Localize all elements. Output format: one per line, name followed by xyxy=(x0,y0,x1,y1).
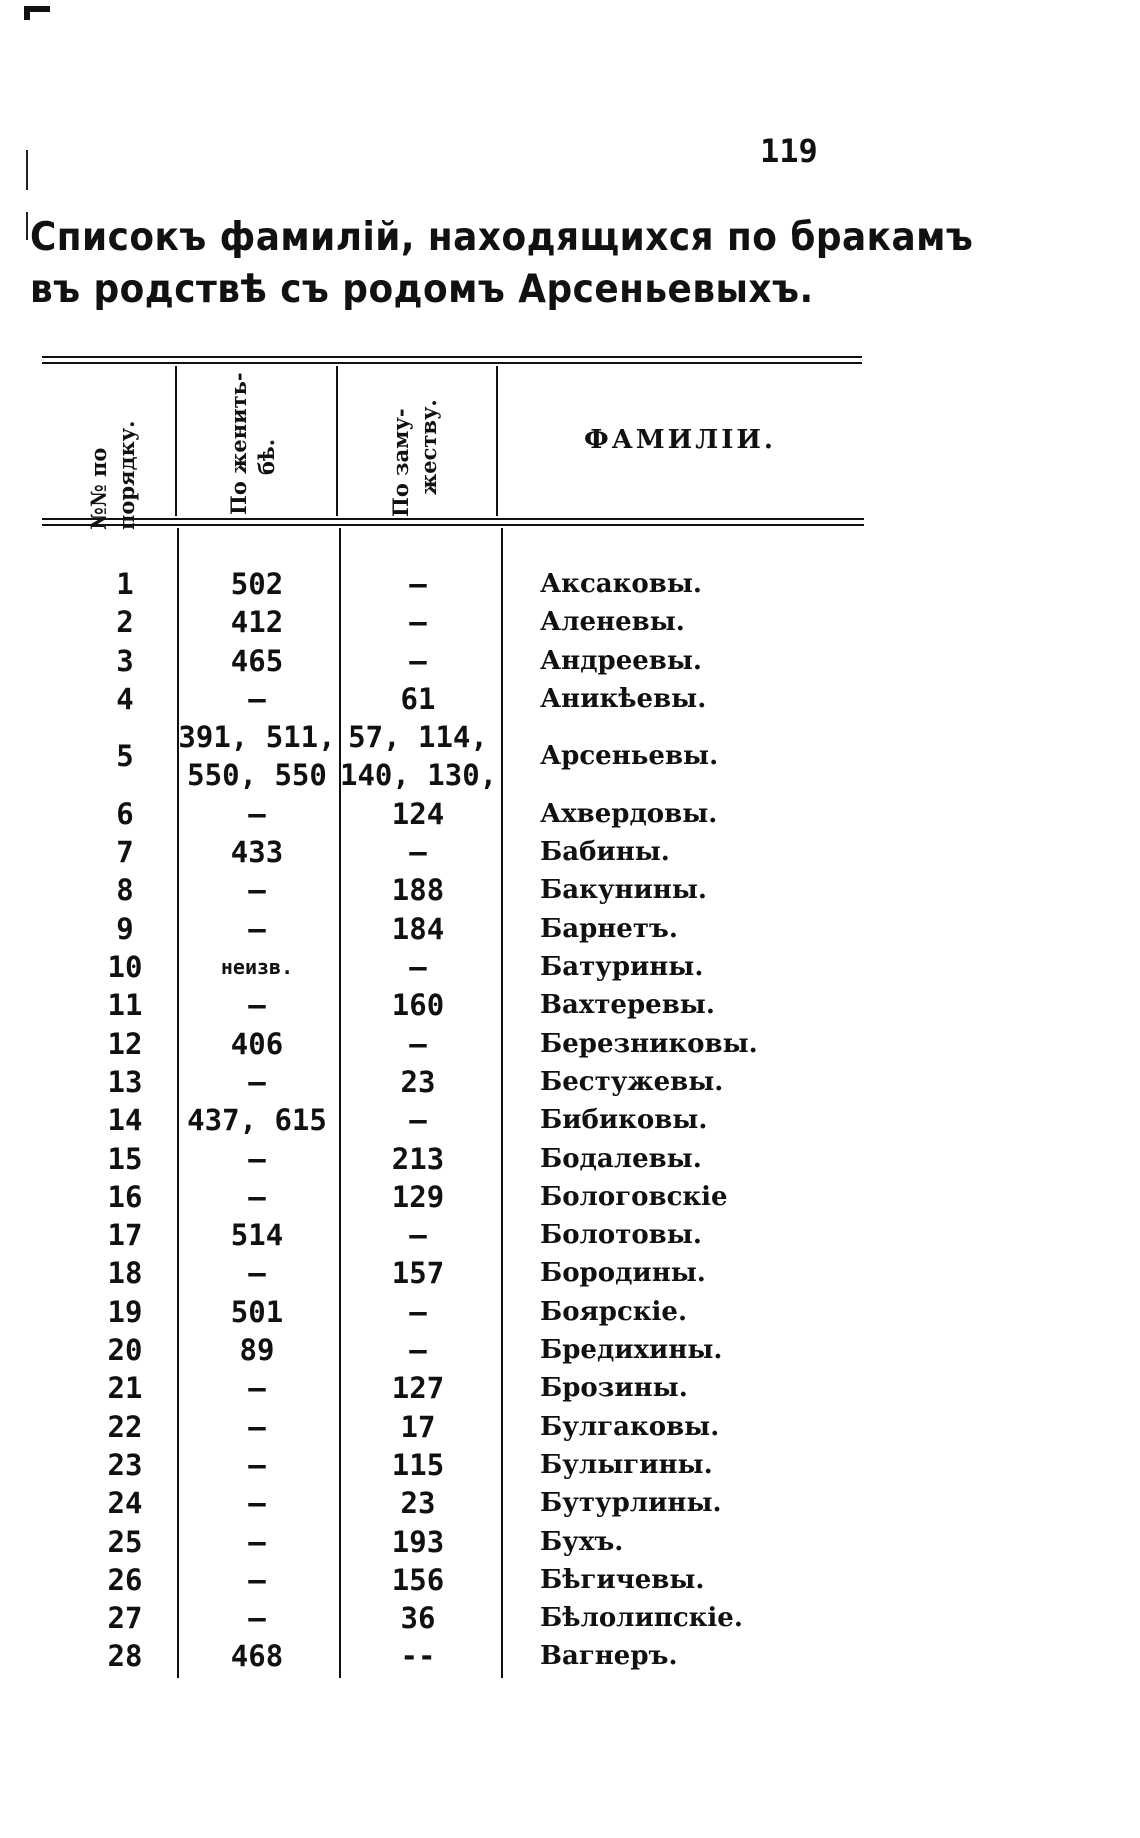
row-number: 5 xyxy=(116,739,134,774)
female-cell: — xyxy=(409,1333,427,1367)
row-number: 12 xyxy=(107,1026,143,1061)
margin-line xyxy=(26,150,28,190)
female-cell: — xyxy=(409,950,427,984)
family-name: Вахтеревы. xyxy=(540,990,715,1021)
female-cell-line1: 57, 114, xyxy=(348,720,488,755)
male-cell: — xyxy=(248,1486,266,1521)
female-cell-line2: 140, 130, xyxy=(340,758,498,793)
female-cell: 160 xyxy=(391,988,445,1023)
header-num-line1: №№ по xyxy=(86,447,111,530)
family-name: Боярскіе. xyxy=(540,1296,688,1327)
male-cell: 89 xyxy=(239,1333,275,1367)
family-name: Андреевы. xyxy=(540,645,702,676)
family-name: Бабины. xyxy=(540,837,670,868)
family-name: Булыгины. xyxy=(540,1449,713,1480)
row-number: 27 xyxy=(107,1601,143,1636)
row-number: 14 xyxy=(107,1103,143,1138)
table-row xyxy=(0,1408,1140,1446)
row-number: 8 xyxy=(116,873,134,908)
table-row xyxy=(0,603,1140,641)
male-cell: неизв. xyxy=(220,955,294,979)
header-female xyxy=(387,367,447,517)
family-name: Бодалевы. xyxy=(540,1143,702,1174)
header-male-line1: По женить- xyxy=(226,372,251,515)
female-cell: 23 xyxy=(400,1486,436,1521)
table-row xyxy=(0,1293,1140,1331)
female-cell: 157 xyxy=(391,1256,445,1291)
female-cell: -- xyxy=(400,1639,436,1674)
male-cell-line1: 391, 511, xyxy=(178,720,336,755)
male-cell: 468 xyxy=(230,1639,284,1674)
table-row xyxy=(0,718,1140,794)
family-name: Бѣлолипскіе. xyxy=(540,1603,743,1634)
row-number: 18 xyxy=(107,1256,143,1291)
table-row xyxy=(0,986,1140,1024)
male-cell: — xyxy=(248,1601,266,1636)
row-number: 23 xyxy=(107,1447,143,1482)
female-cell: 127 xyxy=(391,1371,445,1406)
table-row xyxy=(0,642,1140,680)
family-name: Бѣгичевы. xyxy=(540,1564,705,1595)
row-number: 13 xyxy=(107,1064,143,1099)
header-bottom-rule xyxy=(42,524,864,526)
family-name: Бредихины. xyxy=(540,1335,723,1365)
male-cell: — xyxy=(248,911,266,946)
title-line-2: въ родствѣ съ родомъ Арсеньевыхъ. xyxy=(30,267,814,312)
male-cell xyxy=(178,718,336,794)
family-name: Бакунины. xyxy=(540,875,707,906)
table-row xyxy=(0,1599,1140,1637)
table-row xyxy=(0,1025,1140,1063)
row-number: 16 xyxy=(107,1179,143,1214)
female-cell: 193 xyxy=(391,1524,445,1559)
family-name: Бородины. xyxy=(540,1258,706,1289)
male-cell: 501 xyxy=(230,1294,284,1329)
row-number: 21 xyxy=(107,1371,143,1406)
table-row xyxy=(0,1484,1140,1522)
row-number: 11 xyxy=(107,988,143,1023)
header-male-line2: бѣ. xyxy=(254,438,279,475)
male-cell: — xyxy=(248,1371,266,1406)
family-name: Бологовскіе xyxy=(540,1181,728,1212)
row-number: 28 xyxy=(107,1639,143,1674)
family-name: Брозины. xyxy=(540,1373,688,1404)
family-name: Березниковы. xyxy=(540,1028,758,1059)
family-name: Булгаковы. xyxy=(540,1411,720,1442)
male-cell: — xyxy=(248,796,266,831)
female-cell: 115 xyxy=(391,1447,445,1482)
family-name: Ахвердовы. xyxy=(540,798,718,829)
male-cell: — xyxy=(248,1447,266,1482)
table-row xyxy=(0,795,1140,833)
female-cell: — xyxy=(409,1294,427,1329)
female-cell: 156 xyxy=(391,1562,445,1597)
row-number: 6 xyxy=(116,796,134,831)
male-cell: — xyxy=(248,1141,266,1176)
male-cell-line2: 550, 550 xyxy=(187,758,327,793)
female-cell: 23 xyxy=(400,1064,436,1099)
row-number: 4 xyxy=(116,681,134,716)
male-cell: — xyxy=(248,681,266,716)
row-number: 2 xyxy=(116,605,134,640)
female-cell: — xyxy=(409,1218,427,1253)
row-number: 19 xyxy=(107,1294,143,1329)
table-row xyxy=(0,1101,1140,1139)
row-number: 7 xyxy=(116,835,134,870)
row-number: 3 xyxy=(116,643,134,678)
male-cell: 433 xyxy=(230,835,284,870)
header-family: ФАМИЛІИ. xyxy=(584,425,776,455)
row-number: 25 xyxy=(107,1524,143,1559)
family-name: Аленевы. xyxy=(540,607,685,638)
male-cell: — xyxy=(248,1179,266,1214)
family-name: Батурины. xyxy=(540,952,704,982)
family-name: Арсеньевы. xyxy=(540,741,719,772)
page-title xyxy=(30,212,974,316)
female-cell: — xyxy=(409,1026,427,1061)
row-number: 9 xyxy=(116,911,134,946)
table-row xyxy=(0,833,1140,871)
table-row xyxy=(0,948,1140,986)
row-number: 15 xyxy=(107,1141,143,1176)
female-cell: 61 xyxy=(400,681,436,716)
family-name: Барнетъ. xyxy=(540,913,678,944)
table-row xyxy=(0,910,1140,948)
female-cell: 17 xyxy=(400,1409,436,1444)
female-cell: — xyxy=(409,835,427,870)
female-cell: — xyxy=(409,1103,427,1138)
female-cell xyxy=(340,718,496,794)
female-cell: — xyxy=(409,567,427,601)
title-line-1: Списокъ фамилій, находящихся по бракамъ xyxy=(30,215,974,260)
corner-print-mark xyxy=(24,6,50,14)
male-cell: — xyxy=(248,1256,266,1291)
male-cell: — xyxy=(248,873,266,908)
female-cell: 188 xyxy=(391,873,445,908)
family-name: Вагнеръ. xyxy=(540,1641,678,1672)
header-bottom-rule xyxy=(42,518,864,520)
family-name: Бибиковы. xyxy=(540,1105,708,1136)
male-cell: 514 xyxy=(230,1218,284,1253)
margin-line xyxy=(26,212,28,240)
table-row xyxy=(0,1331,1140,1369)
table-row xyxy=(0,1523,1140,1561)
table-row xyxy=(0,871,1140,909)
table-row xyxy=(0,1216,1140,1254)
column-divider xyxy=(336,366,338,516)
row-number: 20 xyxy=(107,1333,143,1367)
table-row xyxy=(0,1637,1140,1675)
female-cell: 213 xyxy=(391,1141,445,1176)
female-cell: 129 xyxy=(391,1179,445,1214)
row-number: 17 xyxy=(107,1218,143,1253)
male-cell: — xyxy=(248,1562,266,1597)
male-cell: — xyxy=(248,1409,266,1444)
column-divider xyxy=(175,366,177,516)
female-cell: — xyxy=(409,605,427,640)
female-cell: 36 xyxy=(400,1601,436,1636)
male-cell: — xyxy=(248,988,266,1023)
table-top-rule xyxy=(42,356,862,358)
male-cell: 406 xyxy=(230,1026,284,1061)
family-name: Бутурлины. xyxy=(540,1488,722,1519)
family-name: Аникѣевы. xyxy=(540,683,707,714)
family-name: Бестужевы. xyxy=(540,1066,724,1097)
male-cell: 465 xyxy=(230,643,284,678)
header-female-line1: По заму- xyxy=(388,408,413,517)
header-num xyxy=(85,380,145,530)
male-cell: 437, 615 xyxy=(187,1103,327,1138)
male-cell: 412 xyxy=(230,605,284,640)
row-number: 24 xyxy=(107,1486,143,1521)
table-row xyxy=(0,565,1140,603)
family-name: Болотовы. xyxy=(540,1220,702,1251)
table-row xyxy=(0,1063,1140,1101)
row-number: 1 xyxy=(116,567,134,601)
family-name: Аксаковы. xyxy=(540,569,702,599)
female-cell: 124 xyxy=(391,796,445,831)
column-divider xyxy=(496,366,498,516)
page-number: 119 xyxy=(760,132,818,170)
table-row xyxy=(0,1369,1140,1407)
header-female-line2: жеству. xyxy=(416,399,441,495)
table-row xyxy=(0,1140,1140,1178)
female-cell: 184 xyxy=(391,911,445,946)
table-row xyxy=(0,1446,1140,1484)
row-number: 10 xyxy=(107,950,143,984)
table-top-rule xyxy=(42,362,862,364)
male-cell: — xyxy=(248,1064,266,1099)
table-row xyxy=(0,680,1140,718)
male-cell: — xyxy=(248,1524,266,1559)
table-row xyxy=(0,1561,1140,1599)
header-num-line2: порядку. xyxy=(114,420,139,530)
table-row xyxy=(0,1178,1140,1216)
table-row xyxy=(0,1254,1140,1292)
row-number: 26 xyxy=(107,1562,143,1597)
male-cell: 502 xyxy=(230,567,284,601)
header-male xyxy=(225,365,285,515)
female-cell: — xyxy=(409,643,427,678)
family-name: Бухъ. xyxy=(540,1526,624,1557)
row-number: 22 xyxy=(107,1409,143,1444)
